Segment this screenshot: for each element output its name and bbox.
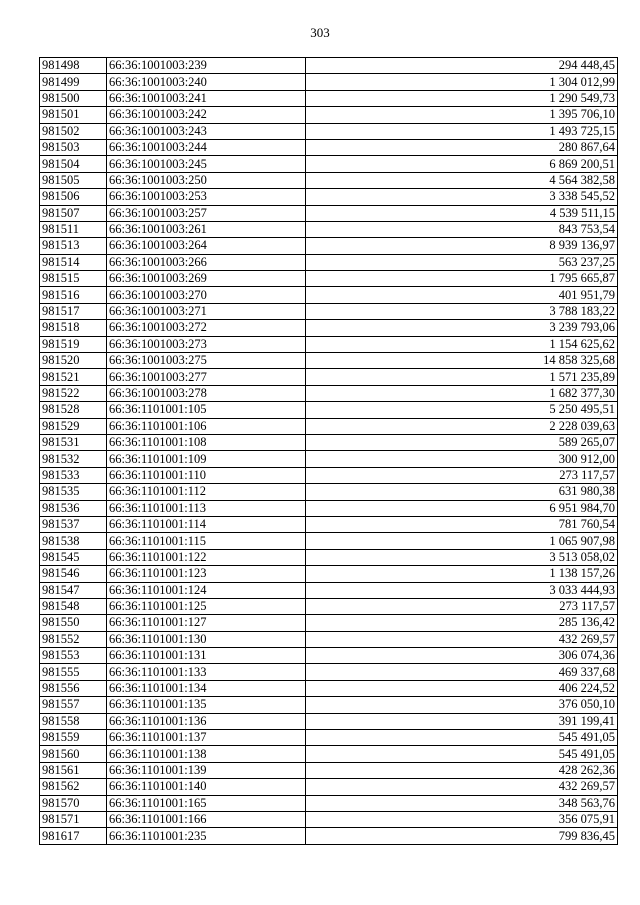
cadastral-value-cell: 1 682 377,30 xyxy=(306,385,618,401)
cadastral-value-cell: 391 199,41 xyxy=(306,713,618,729)
row-number-cell: 981545 xyxy=(40,549,107,565)
row-number-cell: 981519 xyxy=(40,336,107,352)
cadastral-number-cell: 66:36:1001003:264 xyxy=(107,238,306,254)
row-number-cell: 981528 xyxy=(40,402,107,418)
cadastral-value-cell: 294 448,45 xyxy=(306,58,618,74)
cadastral-value-cell: 6 869 200,51 xyxy=(306,156,618,172)
table-row xyxy=(40,238,618,254)
row-number-cell: 981562 xyxy=(40,779,107,795)
cadastral-value-cell: 3 513 058,02 xyxy=(306,549,618,565)
row-number-cell: 981571 xyxy=(40,811,107,827)
cadastral-value-cell: 1 065 907,98 xyxy=(306,533,618,549)
row-number-cell: 981552 xyxy=(40,631,107,647)
cadastral-number-cell: 66:36:1101001:140 xyxy=(107,779,306,795)
table-row xyxy=(40,369,618,385)
table-row xyxy=(40,566,618,582)
row-number-cell: 981500 xyxy=(40,90,107,106)
table-row xyxy=(40,58,618,74)
table-row xyxy=(40,107,618,123)
row-number-cell: 981499 xyxy=(40,74,107,90)
cadastral-value-cell: 280 867,64 xyxy=(306,139,618,155)
cadastral-number-cell: 66:36:1101001:131 xyxy=(107,648,306,664)
cadastral-value-cell: 273 117,57 xyxy=(306,467,618,483)
row-number-cell: 981507 xyxy=(40,205,107,221)
row-number-cell: 981513 xyxy=(40,238,107,254)
row-number-cell: 981516 xyxy=(40,287,107,303)
row-number-cell: 981550 xyxy=(40,615,107,631)
row-number-cell: 981538 xyxy=(40,533,107,549)
row-number-cell: 981559 xyxy=(40,730,107,746)
row-number-cell: 981514 xyxy=(40,254,107,270)
row-number-cell: 981533 xyxy=(40,467,107,483)
cadastral-number-cell: 66:36:1101001:138 xyxy=(107,746,306,762)
cadastral-value-cell: 781 760,54 xyxy=(306,516,618,532)
cadastral-value-cell: 545 491,05 xyxy=(306,746,618,762)
cadastral-number-cell: 66:36:1001003:275 xyxy=(107,353,306,369)
table-row xyxy=(40,828,618,844)
table-row xyxy=(40,516,618,532)
row-number-cell: 981536 xyxy=(40,500,107,516)
cadastral-number-cell: 66:36:1101001:113 xyxy=(107,500,306,516)
cadastral-value-cell: 1 304 012,99 xyxy=(306,74,618,90)
table-row xyxy=(40,615,618,631)
row-number-cell: 981617 xyxy=(40,828,107,844)
cadastral-value-cell: 14 858 325,68 xyxy=(306,353,618,369)
cadastral-value-cell: 631 980,38 xyxy=(306,484,618,500)
cadastral-value-cell: 1 795 665,87 xyxy=(306,271,618,287)
cadastral-number-cell: 66:36:1101001:115 xyxy=(107,533,306,549)
table-row xyxy=(40,697,618,713)
cadastral-value-cell: 3 239 793,06 xyxy=(306,320,618,336)
row-number-cell: 981531 xyxy=(40,434,107,450)
cadastral-number-cell: 66:36:1101001:108 xyxy=(107,434,306,450)
table-row xyxy=(40,205,618,221)
row-number-cell: 981505 xyxy=(40,172,107,188)
cadastral-number-cell: 66:36:1101001:139 xyxy=(107,762,306,778)
cadastral-value-cell: 348 563,76 xyxy=(306,795,618,811)
table-row xyxy=(40,549,618,565)
row-number-cell: 981546 xyxy=(40,566,107,582)
row-number-cell: 981548 xyxy=(40,598,107,614)
cadastral-number-cell: 66:36:1101001:123 xyxy=(107,566,306,582)
table-row xyxy=(40,648,618,664)
table-body xyxy=(40,58,618,845)
cadastral-number-cell: 66:36:1001003:245 xyxy=(107,156,306,172)
cadastral-number-cell: 66:36:1101001:134 xyxy=(107,680,306,696)
table-row xyxy=(40,582,618,598)
row-number-cell: 981535 xyxy=(40,484,107,500)
cadastral-number-cell: 66:36:1001003:243 xyxy=(107,123,306,139)
row-number-cell: 981537 xyxy=(40,516,107,532)
cadastral-number-cell: 66:36:1101001:135 xyxy=(107,697,306,713)
table-row xyxy=(40,418,618,434)
table-row xyxy=(40,402,618,418)
cadastral-value-cell: 406 224,52 xyxy=(306,680,618,696)
row-number-cell: 981518 xyxy=(40,320,107,336)
row-number-cell: 981532 xyxy=(40,451,107,467)
cadastral-value-cell: 6 951 984,70 xyxy=(306,500,618,516)
cadastral-value-cell: 1 138 157,26 xyxy=(306,566,618,582)
table-row xyxy=(40,500,618,516)
cadastral-value-cell: 401 951,79 xyxy=(306,287,618,303)
row-number-cell: 981561 xyxy=(40,762,107,778)
table-row xyxy=(40,533,618,549)
row-number-cell: 981517 xyxy=(40,303,107,319)
row-number-cell: 981558 xyxy=(40,713,107,729)
cadastral-value-cell: 3 338 545,52 xyxy=(306,189,618,205)
row-number-cell: 981511 xyxy=(40,221,107,237)
table-row xyxy=(40,303,618,319)
table-row xyxy=(40,664,618,680)
cadastral-value-cell: 8 939 136,97 xyxy=(306,238,618,254)
table-row xyxy=(40,484,618,500)
cadastral-number-cell: 66:36:1101001:109 xyxy=(107,451,306,467)
cadastral-number-cell: 66:36:1101001:112 xyxy=(107,484,306,500)
row-number-cell: 981503 xyxy=(40,139,107,155)
cadastral-number-cell: 66:36:1001003:270 xyxy=(107,287,306,303)
cadastral-number-cell: 66:36:1101001:136 xyxy=(107,713,306,729)
cadastral-number-cell: 66:36:1101001:122 xyxy=(107,549,306,565)
cadastral-number-cell: 66:36:1101001:127 xyxy=(107,615,306,631)
row-number-cell: 981553 xyxy=(40,648,107,664)
cadastral-number-cell: 66:36:1001003:273 xyxy=(107,336,306,352)
table-row xyxy=(40,598,618,614)
cadastral-value-cell: 799 836,45 xyxy=(306,828,618,844)
cadastral-number-cell: 66:36:1101001:105 xyxy=(107,402,306,418)
table-row xyxy=(40,730,618,746)
row-number-cell: 981556 xyxy=(40,680,107,696)
cadastral-number-cell: 66:36:1001003:250 xyxy=(107,172,306,188)
table-row xyxy=(40,746,618,762)
cadastral-value-cell: 563 237,25 xyxy=(306,254,618,270)
cadastral-value-cell: 3 788 183,22 xyxy=(306,303,618,319)
row-number-cell: 981515 xyxy=(40,271,107,287)
table-row xyxy=(40,287,618,303)
cadastral-value-cell: 1 571 235,89 xyxy=(306,369,618,385)
cadastral-value-cell: 285 136,42 xyxy=(306,615,618,631)
cadastral-number-cell: 66:36:1101001:165 xyxy=(107,795,306,811)
cadastral-number-cell: 66:36:1001003:241 xyxy=(107,90,306,106)
cadastral-number-cell: 66:36:1101001:114 xyxy=(107,516,306,532)
row-number-cell: 981560 xyxy=(40,746,107,762)
row-number-cell: 981504 xyxy=(40,156,107,172)
cadastral-value-cell: 273 117,57 xyxy=(306,598,618,614)
table-row xyxy=(40,811,618,827)
cadastral-number-cell: 66:36:1001003:240 xyxy=(107,74,306,90)
row-number-cell: 981547 xyxy=(40,582,107,598)
table-row xyxy=(40,713,618,729)
row-number-cell: 981521 xyxy=(40,369,107,385)
cadastral-number-cell: 66:36:1101001:110 xyxy=(107,467,306,483)
row-number-cell: 981570 xyxy=(40,795,107,811)
cadastral-number-cell: 66:36:1001003:261 xyxy=(107,221,306,237)
cadastral-value-cell: 376 050,10 xyxy=(306,697,618,713)
row-number-cell: 981498 xyxy=(40,58,107,74)
cadastral-value-cell: 432 269,57 xyxy=(306,631,618,647)
cadastral-number-cell: 66:36:1101001:130 xyxy=(107,631,306,647)
row-number-cell: 981529 xyxy=(40,418,107,434)
table-row xyxy=(40,680,618,696)
row-number-cell: 981502 xyxy=(40,123,107,139)
cadastral-value-cell: 428 262,36 xyxy=(306,762,618,778)
cadastral-value-cell: 4 564 382,58 xyxy=(306,172,618,188)
row-number-cell: 981555 xyxy=(40,664,107,680)
page-number: 303 xyxy=(310,25,330,40)
cadastral-value-cell: 545 491,05 xyxy=(306,730,618,746)
cadastral-value-cell: 356 075,91 xyxy=(306,811,618,827)
cadastral-value-cell: 1 395 706,10 xyxy=(306,107,618,123)
row-number-cell: 981522 xyxy=(40,385,107,401)
cadastral-value-cell: 5 250 495,51 xyxy=(306,402,618,418)
table-row xyxy=(40,795,618,811)
table-row xyxy=(40,172,618,188)
cadastral-number-cell: 66:36:1001003:239 xyxy=(107,58,306,74)
cadastral-number-cell: 66:36:1001003:257 xyxy=(107,205,306,221)
cadastral-number-cell: 66:36:1101001:235 xyxy=(107,828,306,844)
cadastral-number-cell: 66:36:1101001:125 xyxy=(107,598,306,614)
table-row xyxy=(40,74,618,90)
cadastral-value-cell: 432 269,57 xyxy=(306,779,618,795)
table-row xyxy=(40,779,618,795)
cadastral-number-cell: 66:36:1001003:278 xyxy=(107,385,306,401)
cadastral-value-cell: 589 265,07 xyxy=(306,434,618,450)
row-number-cell: 981520 xyxy=(40,353,107,369)
cadastral-number-cell: 66:36:1001003:242 xyxy=(107,107,306,123)
table-row xyxy=(40,336,618,352)
cadastral-number-cell: 66:36:1001003:271 xyxy=(107,303,306,319)
table-row xyxy=(40,353,618,369)
cadastral-value-cell: 300 912,00 xyxy=(306,451,618,467)
cadastral-value-cell: 1 290 549,73 xyxy=(306,90,618,106)
cadastral-value-cell: 2 228 039,63 xyxy=(306,418,618,434)
cadastral-value-cell: 306 074,36 xyxy=(306,648,618,664)
cadastral-number-cell: 66:36:1101001:106 xyxy=(107,418,306,434)
table-row xyxy=(40,156,618,172)
row-number-cell: 981557 xyxy=(40,697,107,713)
cadastral-number-cell: 66:36:1101001:124 xyxy=(107,582,306,598)
cadastral-number-cell: 66:36:1001003:266 xyxy=(107,254,306,270)
cadastral-number-cell: 66:36:1001003:277 xyxy=(107,369,306,385)
table-row xyxy=(40,434,618,450)
table-row xyxy=(40,254,618,270)
cadastral-number-cell: 66:36:1101001:166 xyxy=(107,811,306,827)
row-number-cell: 981501 xyxy=(40,107,107,123)
cadastral-number-cell: 66:36:1001003:269 xyxy=(107,271,306,287)
cadastral-number-cell: 66:36:1001003:244 xyxy=(107,139,306,155)
table-row xyxy=(40,123,618,139)
cadastral-number-cell: 66:36:1001003:272 xyxy=(107,320,306,336)
table-row xyxy=(40,320,618,336)
cadastral-number-cell: 66:36:1001003:253 xyxy=(107,189,306,205)
table-row xyxy=(40,467,618,483)
table-row xyxy=(40,762,618,778)
cadastral-number-cell: 66:36:1101001:133 xyxy=(107,664,306,680)
table-row xyxy=(40,631,618,647)
table-row xyxy=(40,189,618,205)
cadastral-value-table xyxy=(39,57,618,845)
cadastral-value-cell: 843 753,54 xyxy=(306,221,618,237)
table-row xyxy=(40,451,618,467)
cadastral-value-cell: 1 493 725,15 xyxy=(306,123,618,139)
cadastral-value-cell: 3 033 444,93 xyxy=(306,582,618,598)
table-row xyxy=(40,221,618,237)
cadastral-value-cell: 469 337,68 xyxy=(306,664,618,680)
cadastral-value-cell: 1 154 625,62 xyxy=(306,336,618,352)
cadastral-number-cell: 66:36:1101001:137 xyxy=(107,730,306,746)
table-row xyxy=(40,385,618,401)
table-row xyxy=(40,271,618,287)
table-row xyxy=(40,90,618,106)
row-number-cell: 981506 xyxy=(40,189,107,205)
cadastral-value-cell: 4 539 511,15 xyxy=(306,205,618,221)
table-row xyxy=(40,139,618,155)
